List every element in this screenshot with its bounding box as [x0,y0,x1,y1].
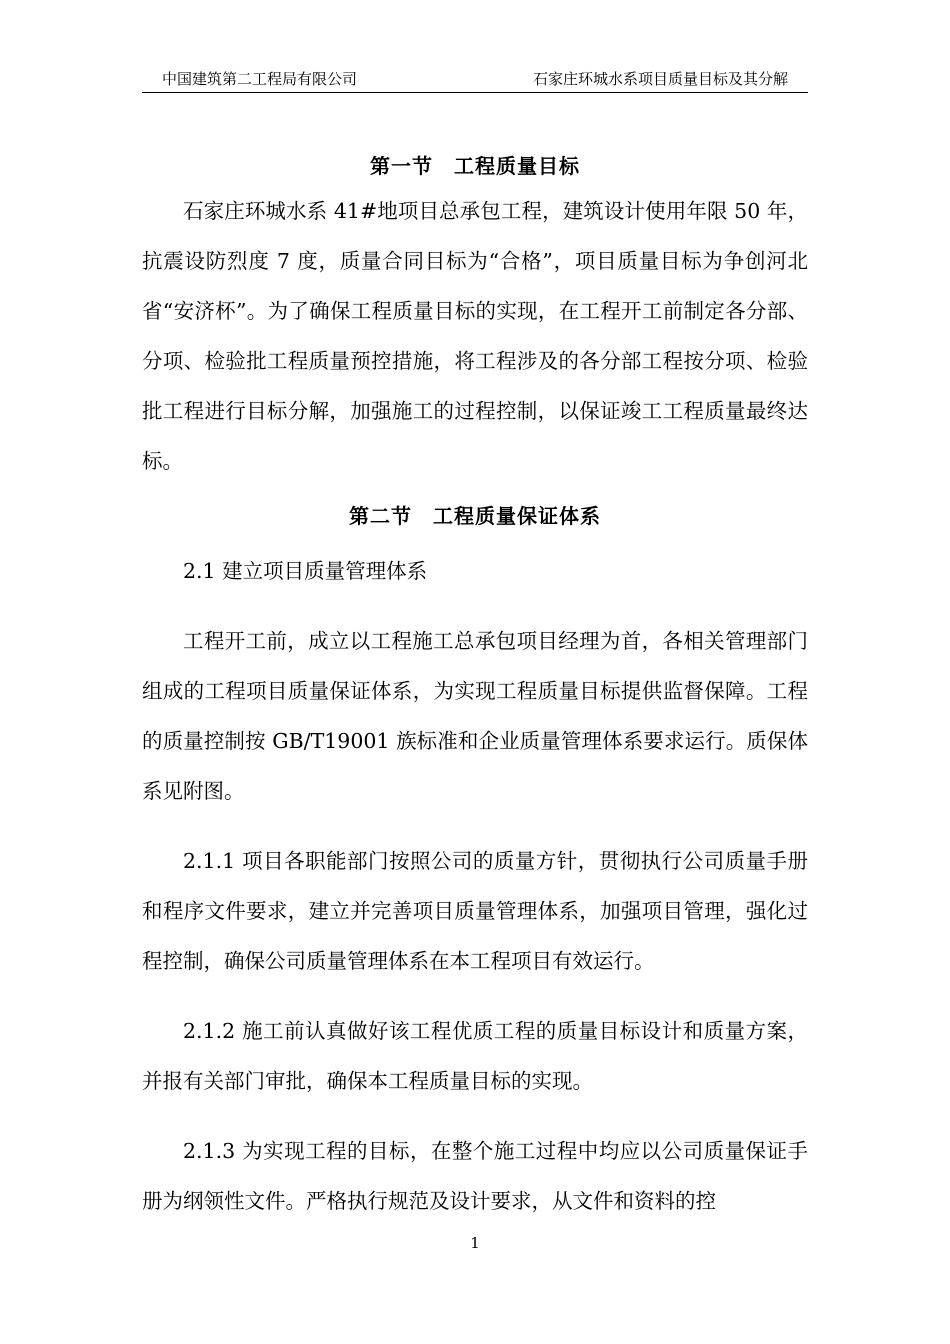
page-number: 1 [470,1234,480,1252]
header-company: 中国建筑第二工程局有限公司 [162,70,358,88]
section-2-heading: 第二节 工程质量保证体系 [349,504,601,528]
header-document-title: 石家庄环城水系项目质量目标及其分解 [532,70,788,88]
document-body [142,146,808,1226]
section-1-heading: 第一节 工程质量目标 [370,154,580,178]
paragraph-2-1: 工程开工前，成立以工程施工总承包项目经理为首，各相关管理部门组成的工程项目质量保证体系，为实现工程质量目标提供监督保障。工程的质量控制按 GB/T19001 族标准和企业质量管理体系要求运行。质保体系见附图。 [142,629,808,803]
subsection-2-1-heading: 2.1 建立项目质量管理体系 [183,559,428,583]
paragraph-2-1-1: 2.1.1 项目各职能部门按照公司的质量方针，贯彻执行公司质量手册和程序文件要求，建立并完善项目质量管理体系，加强项目管理，强化过程控制，确保公司质量管理体系在本工程项目有效运行。 [142,849,808,973]
paragraph-2-1-3: 2.1.3 为实现工程的目标，在整个施工过程中均应以公司质量保证手册为纲领性文件。严格执行规范及设计要求，从文件和资料的控 [142,1139,808,1213]
page-header [142,66,808,93]
paragraph-2-1-2: 2.1.2 施工前认真做好该工程优质工程的质量目标设计和质量方案，并报有关部门审批，确保本工程质量目标的实现。 [142,1019,808,1093]
section-1-paragraph: 石家庄环城水系 41#地项目总承包工程，建筑设计使用年限 50 年，抗震设防烈度 7 度，质量合同目标为“合格”，项目质量目标为争创河北省“安济杯”。为了确保工程质量目标的实现，在工程开工前制定各分部、分项、检验批工程质量预控措施，将工程涉及的各分部工程按分项、检验批工程进行目标分解，加强施工的过程控制，以保证竣工工程质量最终达标。 [142,199,808,473]
